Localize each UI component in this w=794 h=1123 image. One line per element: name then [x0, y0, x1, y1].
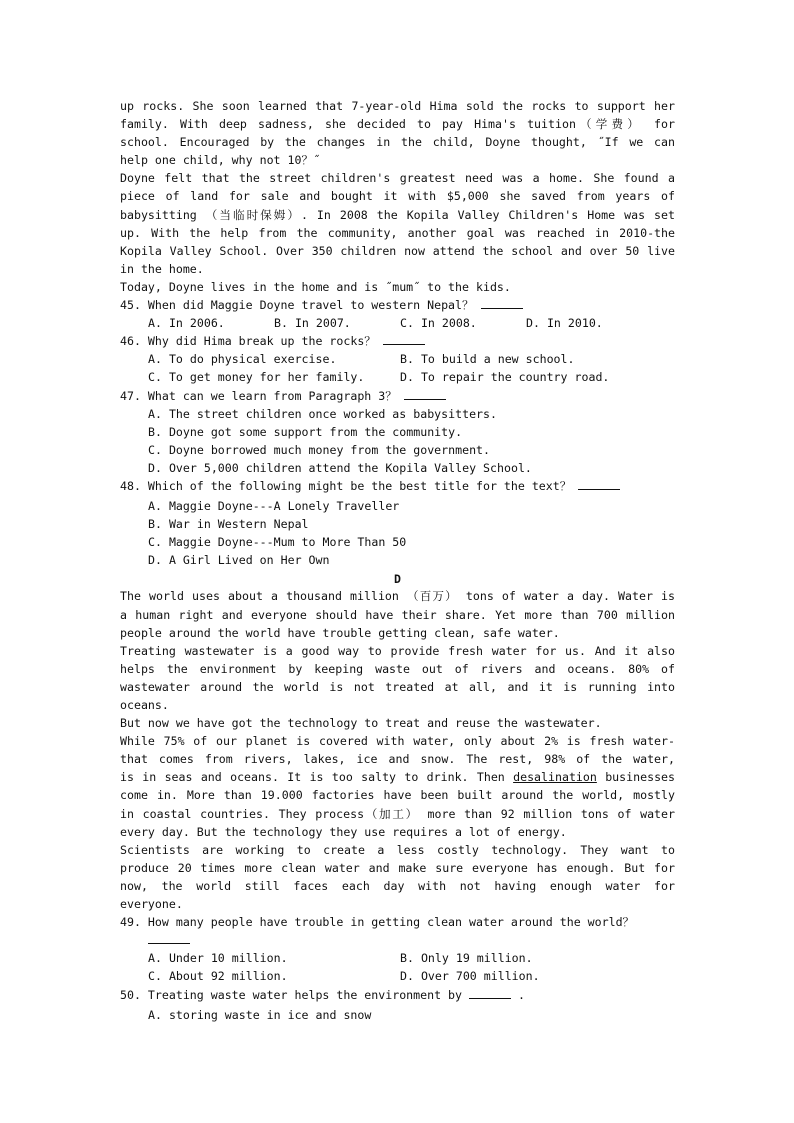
passage-d-line: that comes from rivers, lakes, ice and snow. The rest, 98% of the water, [120, 752, 675, 767]
passage-d-line [120, 768, 675, 786]
option-c[interactable]: C. Maggie Doyne---Mum to More Than 50 [148, 535, 407, 550]
passage-d-line: in coastal countries. They process（加工） more than 92 million tons of water [120, 806, 675, 821]
passage-d-line: come in. More than 19.000 factories have been built around the world, mostly [120, 788, 675, 803]
question-49: 49. How many people have trouble in getting clean water around the world？ [120, 915, 635, 930]
option-d[interactable]: D. To repair the country road. [400, 370, 610, 385]
line-text: businesses [596, 770, 676, 785]
passage-d-line: every day. But the technology they use requires a lot of energy. [120, 824, 567, 839]
option-d[interactable]: D. In 2010. [526, 316, 603, 331]
document-page [120, 97, 675, 1024]
question-50 [120, 986, 675, 1004]
question-46 [120, 332, 675, 350]
passage-c-line: Doyne felt that the street children's greatest need was a home. She found a [120, 171, 675, 186]
answer-blank[interactable] [404, 387, 446, 400]
option-c[interactable]: C. Doyne borrowed much money from the government. [148, 442, 491, 457]
passage-d-line: The world uses about a thousand million （百万） tons of water a day. Water is [120, 589, 675, 604]
passage-c-line: Kopila Valley School. Over 350 children now attend the school and over 50 live [120, 243, 675, 258]
question-stem: 47. What can we learn from Paragraph 3？ [120, 388, 397, 403]
option-b[interactable]: B. In 2007. [274, 316, 351, 331]
answer-blank[interactable] [578, 477, 620, 490]
option-a[interactable]: A. In 2006. [148, 316, 225, 331]
passage-d-line: wastewater around the world is not treated at all, and it is running into [120, 679, 675, 694]
answer-blank[interactable] [383, 332, 425, 345]
options-46 [148, 368, 675, 386]
question-stem: 50. Treating waste water helps the environment by [120, 987, 463, 1002]
question-stem: 45. When did Maggie Doyne travel to western Nepal？ [120, 298, 474, 313]
passage-c-line: Today, Doyne lives in the home and is ˝mum˝ to the kids. [120, 279, 511, 294]
option-a[interactable]: A. storing waste in ice and snow [148, 1007, 372, 1022]
passage-c-line: piece of land for sale and bought it with $5,000 she saved from years of [120, 189, 675, 204]
passage-d-line: a human right and everyone should have their share. Yet more than 700 million [120, 607, 675, 622]
question-stem: 48. Which of the following might be the best title for the text？ [120, 478, 572, 493]
section-heading: D [394, 572, 401, 587]
option-c[interactable]: C. About 92 million. [148, 969, 288, 984]
option-b[interactable]: B. Only 19 million. [400, 951, 533, 966]
option-a[interactable]: A. To do physical exercise. [148, 352, 337, 367]
options-49 [148, 949, 675, 967]
option-b[interactable]: B. War in Western Nepal [148, 517, 309, 532]
option-b[interactable]: B. To build a new school. [400, 352, 575, 367]
option-c[interactable]: C. In 2008. [400, 316, 477, 331]
option-c[interactable]: C. To get money for her family. [148, 370, 365, 385]
underlined-word: desalination [513, 770, 597, 785]
passage-d-line: Scientists are working to create a less costly technology. They want to [120, 842, 675, 857]
options-46 [148, 350, 675, 368]
passage-c-line: up rocks. She soon learned that 7-year-old Hima sold the rocks to support her [120, 99, 675, 113]
question-end: . [511, 987, 525, 1002]
passage-c-line: help one child, why not 10？˝ [120, 153, 321, 168]
answer-blank[interactable] [469, 986, 511, 999]
passage-d-line: Treating wastewater is a good way to provide fresh water for us. And it also [120, 643, 675, 658]
option-d[interactable]: D. Over 700 million. [400, 969, 540, 984]
passage-c-line: up. With the help from the community, another goal was reached in 2010-the [120, 225, 675, 240]
passage-c-line: babysitting （当临时保姆）. In 2008 the Kopila Valley Children's Home was set [120, 207, 675, 222]
passage-d-line: But now we have got the technology to treat and reuse the wastewater. [120, 716, 602, 731]
passage-d-line: everyone. [120, 897, 183, 912]
passage-d-line: oceans. [120, 698, 169, 712]
passage-d-line: now, the world still faces each day with not having enough water for [120, 878, 675, 893]
question-47 [120, 387, 675, 405]
question-49-blank-line [148, 931, 675, 949]
options-45 [148, 314, 675, 332]
option-a[interactable]: A. The street children once worked as babysitters. [148, 406, 498, 421]
option-a[interactable]: A. Maggie Doyne---A Lonely Traveller [148, 499, 400, 514]
option-a[interactable]: A. Under 10 million. [148, 951, 288, 966]
passage-d-line: While 75% of our planet is covered with water, only about 2% is fresh water- [120, 734, 675, 749]
question-stem: 46. Why did Hima break up the rocks？ [120, 334, 376, 349]
option-b[interactable]: B. Doyne got some support from the community. [148, 424, 463, 439]
answer-blank[interactable] [148, 931, 190, 944]
passage-d-line: people around the world have trouble getting clean, safe water. [120, 625, 560, 640]
passage-d-line: produce 20 times more clean water and make sure everyone has enough. But for [120, 860, 675, 875]
passage-d-line: helps the environment by keeping waste out of rivers and oceans. 80% of [120, 661, 675, 676]
answer-blank[interactable] [481, 296, 523, 309]
passage-c-line: family. With deep sadness, she decided to pay Hima's tuition（学费） for [120, 117, 675, 132]
passage-c-line: school. Encouraged by the changes in the child, Doyne thought, ˝If we can [120, 135, 675, 150]
question-48 [120, 477, 675, 495]
passage-c-line: in the home. [120, 261, 204, 276]
question-45 [120, 296, 675, 314]
option-d[interactable]: D. Over 5,000 children attend the Kopila Valley School. [148, 460, 532, 475]
line-text: is in seas and oceans. It is too salty to drink. Then [120, 770, 514, 785]
options-49 [148, 967, 675, 985]
option-d[interactable]: D. A Girl Lived on Her Own [148, 553, 330, 568]
